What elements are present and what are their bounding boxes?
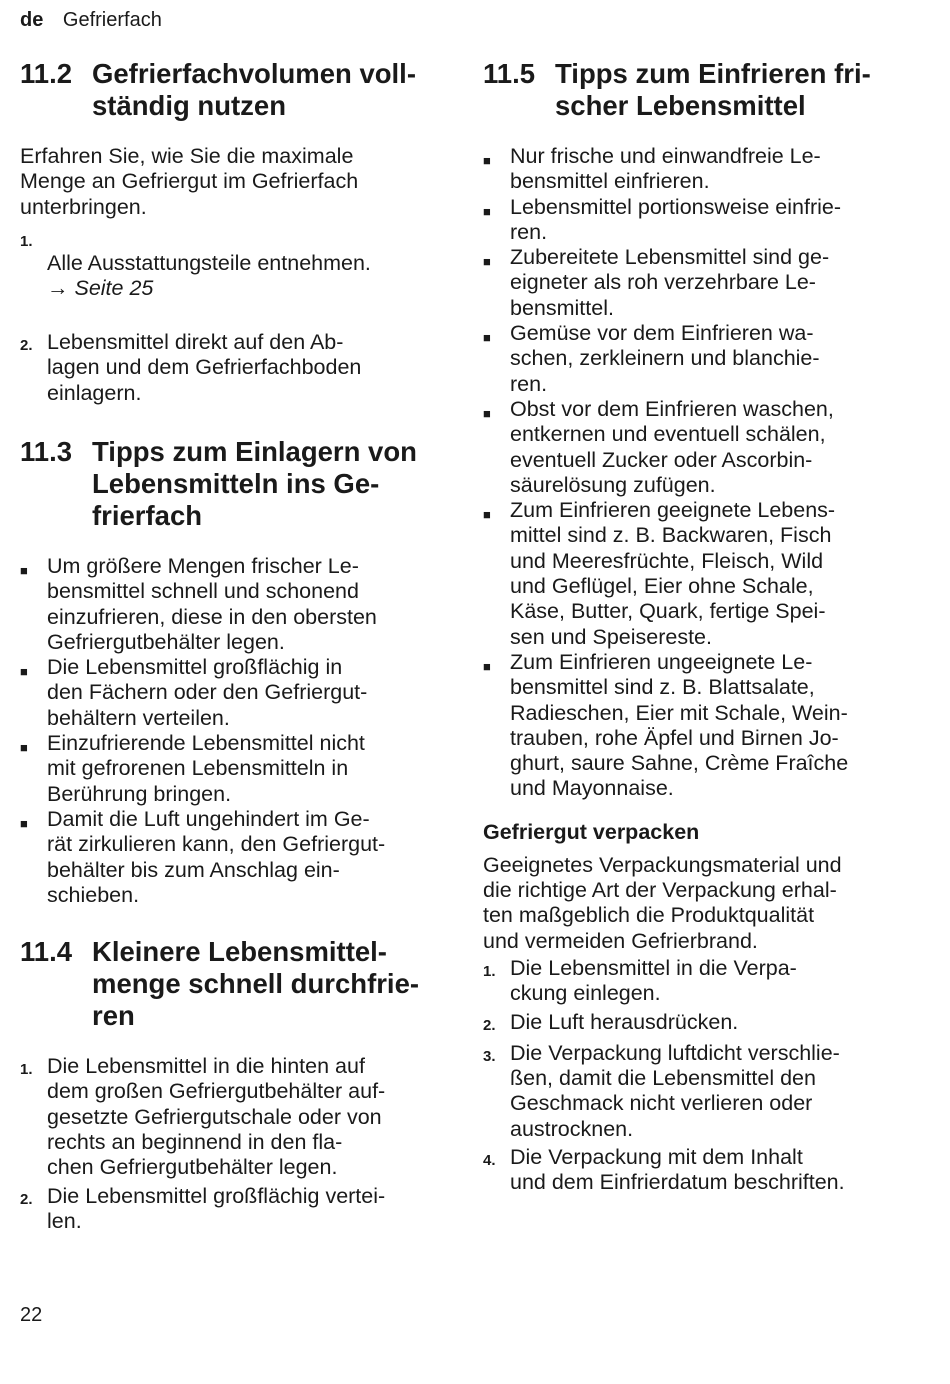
language-code: de [20, 9, 44, 31]
bullet-square-icon: ■ [483, 203, 491, 219]
list-item-text: Obst vor dem Einfrieren waschen, entkernen und eventuell schälen, eventuell Zucker oder Ascorbin- säurelösung zufügen. [510, 396, 834, 497]
list-item-text: Nur frische und einwandfreie Le- bensmittel einfrieren. [510, 144, 821, 194]
list-item-text: Damit die Luft ungehindert im Ge- rät zirkulieren kann, den Gefriergut- behälter bis zum Anschlag ein- schieben. [47, 806, 386, 907]
step-number: 1. [483, 962, 496, 980]
section-heading: Tipps zum Einfrieren fri- scher Lebensmittel [555, 58, 871, 121]
step-item [483, 1041, 903, 1142]
list-item-text: Lebensmittel portionsweise einfrie- ren. [510, 194, 842, 244]
section-11-5 [483, 58, 903, 802]
section-heading: Gefrierfachvolumen voll- ständig nutzen [92, 58, 416, 121]
section-title [20, 58, 440, 122]
packing-section [483, 820, 903, 1196]
step-text: Lebensmittel direkt auf den Ab- lagen und dem Gefrierfachboden einlagern. [47, 330, 362, 405]
right-column [483, 58, 903, 1199]
list-item-text: Um größere Mengen frischer Le- bensmittel schnell und schonend einzufrieren, diese in den obersten Gefriergutbehälter legen. [47, 553, 377, 654]
step-number: 4. [483, 1151, 496, 1169]
step-text: Alle Ausstattungsteile entnehmen. [47, 251, 371, 276]
list-item-text: Gemüse vor dem Einfrieren wa- schen, zerkleinern und blanchie- ren. [510, 321, 820, 396]
section-heading: Kleinere Lebensmittel- menge schnell durchfrie- ren [92, 936, 420, 1032]
section-heading: Tipps zum Einlagern von Lebensmitteln ins Ge- frierfach [92, 435, 417, 531]
list-item [20, 554, 440, 655]
section-title [20, 936, 440, 1032]
step-number: 2. [20, 337, 33, 355]
page-reference-link[interactable]: → Seite 25 [47, 276, 154, 301]
bullet-square-icon: ■ [483, 153, 491, 168]
step-number: 2. [20, 1190, 33, 1208]
page-header [20, 9, 162, 32]
section-11-3 [20, 436, 440, 908]
steps-list [20, 1054, 440, 1234]
bullet-square-icon: ■ [20, 740, 28, 756]
section-number: 11.3 [20, 435, 73, 467]
step-number: 1. [20, 1061, 33, 1079]
step-item [483, 956, 903, 1007]
step-item [20, 330, 440, 406]
section-11-4 [20, 936, 440, 1234]
page-number: 22 [20, 1304, 43, 1326]
bullet-square-icon: ■ [483, 405, 491, 421]
step-text: Die Lebensmittel in die hinten auf dem großen Gefriergutbehälter auf- gesetzte Gefriergutschale oder von rechts an beginnend in den fla- chen Gefriergutbehälter legen. [47, 1054, 386, 1180]
bullet-square-icon: ■ [483, 658, 491, 674]
list-item [483, 397, 903, 498]
list-item-text: Zum Einfrieren geeignete Lebens- mittel sind z. B. Backwaren, Fisch und Meeresfrüchte, Fleisch, Wild und Geflügel, Eier ohne Schale, Käse, Butter, Quark, fertige Spei- sen und Speisereste. [510, 498, 836, 649]
list-item-text: Die Lebensmittel großflächig in den Fächern oder den Gefriergut- behältern verteilen. [47, 655, 368, 730]
step-number: 2. [483, 1016, 496, 1034]
list-item [483, 650, 903, 802]
step-item [483, 1145, 903, 1196]
header-section: Gefrierfach [62, 9, 162, 31]
section-number: 11.4 [20, 936, 73, 968]
intro-text: Geeignetes Verpackungsmaterial und die richtige Art der Verpackung erhal- ten maßgeblich die Produktqualität und vermeiden Gefrierbrand. [483, 852, 842, 953]
subsection-heading: Gefriergut verpacken [483, 819, 700, 844]
section-number: 11.5 [483, 58, 536, 89]
step-content [47, 226, 440, 327]
bullet-square-icon: ■ [483, 254, 491, 270]
step-text: Die Verpackung luftdicht verschlie- ßen, damit die Lebensmittel den Geschmack nicht verlieren oder austrocknen. [510, 1040, 840, 1141]
steps-list [20, 226, 440, 406]
section-11-2 [20, 58, 440, 406]
bullet-square-icon: ■ [20, 562, 28, 578]
steps-list [483, 956, 903, 1196]
step-number: 3. [483, 1047, 496, 1065]
section-title [483, 58, 903, 122]
section-number: 11.2 [20, 58, 73, 89]
bullet-square-icon: ■ [483, 507, 491, 523]
step-item [20, 1184, 440, 1235]
list-item [483, 195, 903, 246]
bullet-square-icon: ■ [483, 330, 491, 346]
step-number: 1. [20, 232, 33, 250]
list-item [20, 807, 440, 908]
left-column [20, 58, 440, 1237]
step-text: Die Verpackung mit dem Inhalt und dem Einfrierdatum beschriften. [510, 1144, 845, 1195]
bullet-square-icon: ■ [20, 815, 28, 831]
section-title [20, 436, 440, 532]
list-item [483, 321, 903, 397]
step-item [483, 1010, 903, 1038]
tips-list [483, 144, 903, 802]
step-item [20, 1054, 440, 1180]
list-item-text: Zum Einfrieren ungeeignete Le- bensmittel sind z. B. Blattsalate, Radieschen, Eier mit Schale, Wein- trauben, rohe Äpfel und Birnen Jo- ghurt, saure Sahne, Crème Fraîche und Mayonnaise. [510, 649, 849, 801]
tips-list [20, 554, 440, 908]
list-item [20, 655, 440, 731]
list-item-text: Zubereitete Lebensmittel sind ge- eigneter als roh verzehrbare Le- bensmittel. [510, 245, 830, 320]
list-item [20, 731, 440, 807]
step-text: Die Lebensmittel großflächig vertei- len. [47, 1183, 386, 1233]
bullet-square-icon: ■ [20, 664, 28, 680]
list-item-text: Einzufrierende Lebensmittel nicht mit gefrorenen Lebensmitteln in Berührung bringen. [47, 731, 365, 806]
list-item [483, 245, 903, 321]
list-item [483, 498, 903, 650]
step-text: Die Lebensmittel in die Verpa- ckung einlegen. [510, 955, 797, 1006]
step-item [20, 226, 440, 327]
intro-text: Erfahren Sie, wie Sie die maximale Menge an Gefriergut im Gefrierfach unterbringen. [20, 144, 359, 219]
list-item [483, 144, 903, 195]
step-text: Die Luft herausdrücken. [510, 1009, 739, 1034]
